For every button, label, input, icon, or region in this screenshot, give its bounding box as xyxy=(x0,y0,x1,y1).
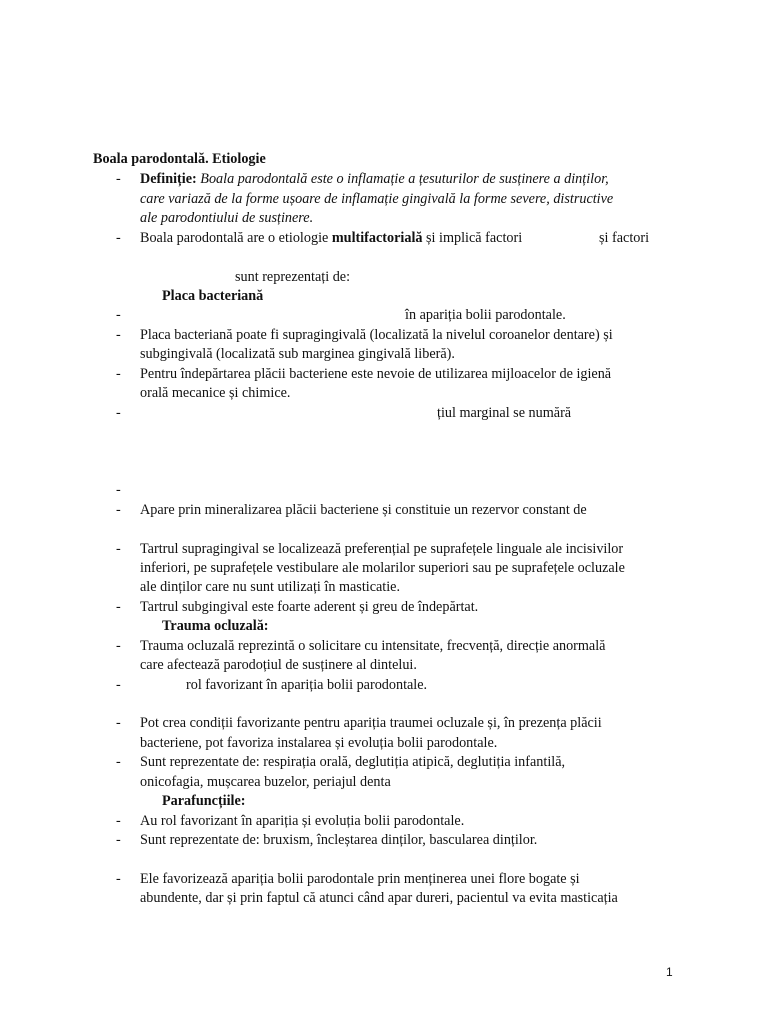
trauma-definition-line1: Trauma ocluzală reprezintă o solicitare cu intensitate, frecvență, direcție anormală xyxy=(140,638,606,654)
list-dash: - xyxy=(116,482,121,498)
tartar-origin-line: Apare prin mineralizarea plăcii bacteriene și constituie un rezervor constant de xyxy=(140,502,587,518)
list-dash: - xyxy=(116,754,121,770)
list-dash: - xyxy=(116,366,121,382)
page-number: 1 xyxy=(666,965,673,979)
list-dash: - xyxy=(116,715,121,731)
definition-label: Definiție: xyxy=(140,171,197,187)
list-dash: - xyxy=(116,638,121,654)
definition-text-line2: care variază de la forme ușoare de inflamație gingivală la forme severe, distructive xyxy=(140,191,614,207)
represented-text: sunt reprezentați de: xyxy=(235,269,351,285)
plaque-removal-line1: Pentru îndepărtarea plăcii bacteriene este nevoie de utilizarea mijloacelor de igienă xyxy=(140,366,612,382)
list-dash: - xyxy=(116,813,121,829)
etiology-bold: multifactorială xyxy=(331,230,423,246)
list-dash: - xyxy=(116,541,121,557)
subgingival-line: Tartrul subgingival este foarte aderent și greu de îndepărtat. xyxy=(140,599,479,615)
list-dash: - xyxy=(116,327,121,343)
list-dash: - xyxy=(116,677,121,693)
definition-line xyxy=(140,171,609,188)
list-dash: - xyxy=(116,405,121,421)
conditions-repr-line2: onicofagia, mușcarea buzelor, periajul denta xyxy=(140,774,391,790)
final-line2: abundente, dar și prin faptul că atunci când apar dureri, pacientul va evita masticația xyxy=(140,890,618,906)
trauma-definition-line2: care afectează parodoțiul de susținere al dintelui. xyxy=(140,657,417,673)
list-dash: - xyxy=(116,171,121,187)
definition-text-line3: ale parodontiului de susținere. xyxy=(140,210,314,226)
plaque-role-text: în apariția bolii parodontale. xyxy=(405,307,566,323)
plaque-removal-line2: orală mecanice și chimice. xyxy=(140,385,291,401)
parafunctions-role: Au rol favorizant în apariția și evoluția bolii parodontale. xyxy=(140,813,465,829)
plaque-type-line2: subgingivală (localizată sub marginea gingivală liberă). xyxy=(140,346,455,362)
etiology-text: Boala parodontală are o etiologie xyxy=(140,230,329,246)
section-heading-plaque: Placa bacteriană xyxy=(162,288,264,304)
final-line1: Ele favorizează apariția bolii parodontale prin menținerea unei flore bogate și xyxy=(140,871,580,887)
supragingival-line2: inferiori, pe suprafețele vestibulare ale molarilor superiori sau pe suprafețele ocluzale xyxy=(140,560,625,576)
section-heading-parafunctions: Parafuncțiile: xyxy=(162,793,246,809)
document-title: Boala parodontală. Etiologie xyxy=(93,151,266,167)
supragingival-line1: Tartrul supragingival se localizează preferențial pe suprafețele linguale ale incisivilor xyxy=(140,541,624,557)
supragingival-line3: ale dinților care nu sunt utilizați în masticatie. xyxy=(140,579,401,595)
conditions-line1: Pot crea condiții favorizante pentru apariția traumei ocluzale și, în prezența plăcii xyxy=(140,715,602,731)
list-dash: - xyxy=(116,307,121,323)
list-dash: - xyxy=(116,502,121,518)
etiology-text-2: și implică factori xyxy=(426,230,523,246)
etiology-line xyxy=(140,230,522,247)
list-dash: - xyxy=(116,832,121,848)
list-dash: - xyxy=(116,230,121,246)
parafunctions-repr: Sunt reprezentate de: bruxism, încleștarea dinților, bascularea dinților. xyxy=(140,832,538,848)
conditions-repr-line1: Sunt reprezentate de: respirația orală, deglutiția atipică, deglutiția infantilă, xyxy=(140,754,566,770)
section-heading-trauma: Trauma ocluzală: xyxy=(162,618,269,634)
list-dash: - xyxy=(116,871,121,887)
plaque-type-line1: Placa bacteriană poate fi supragingivală (localizată la nivelul coroanelor dentare) și xyxy=(140,327,613,343)
conditions-line2: bacteriene, pot favoriza instalarea și evoluția bolii parodontale. xyxy=(140,735,498,751)
trauma-role-text: rol favorizant în apariția bolii parodontale. xyxy=(186,677,428,693)
definition-text: Boala parodontală este o inflamație a țesuturilor de susținere a dinților, xyxy=(200,171,609,187)
marginal-text: țiul marginal se numără xyxy=(437,405,572,421)
list-dash: - xyxy=(116,599,121,615)
etiology-text-3: și factori xyxy=(599,230,650,246)
